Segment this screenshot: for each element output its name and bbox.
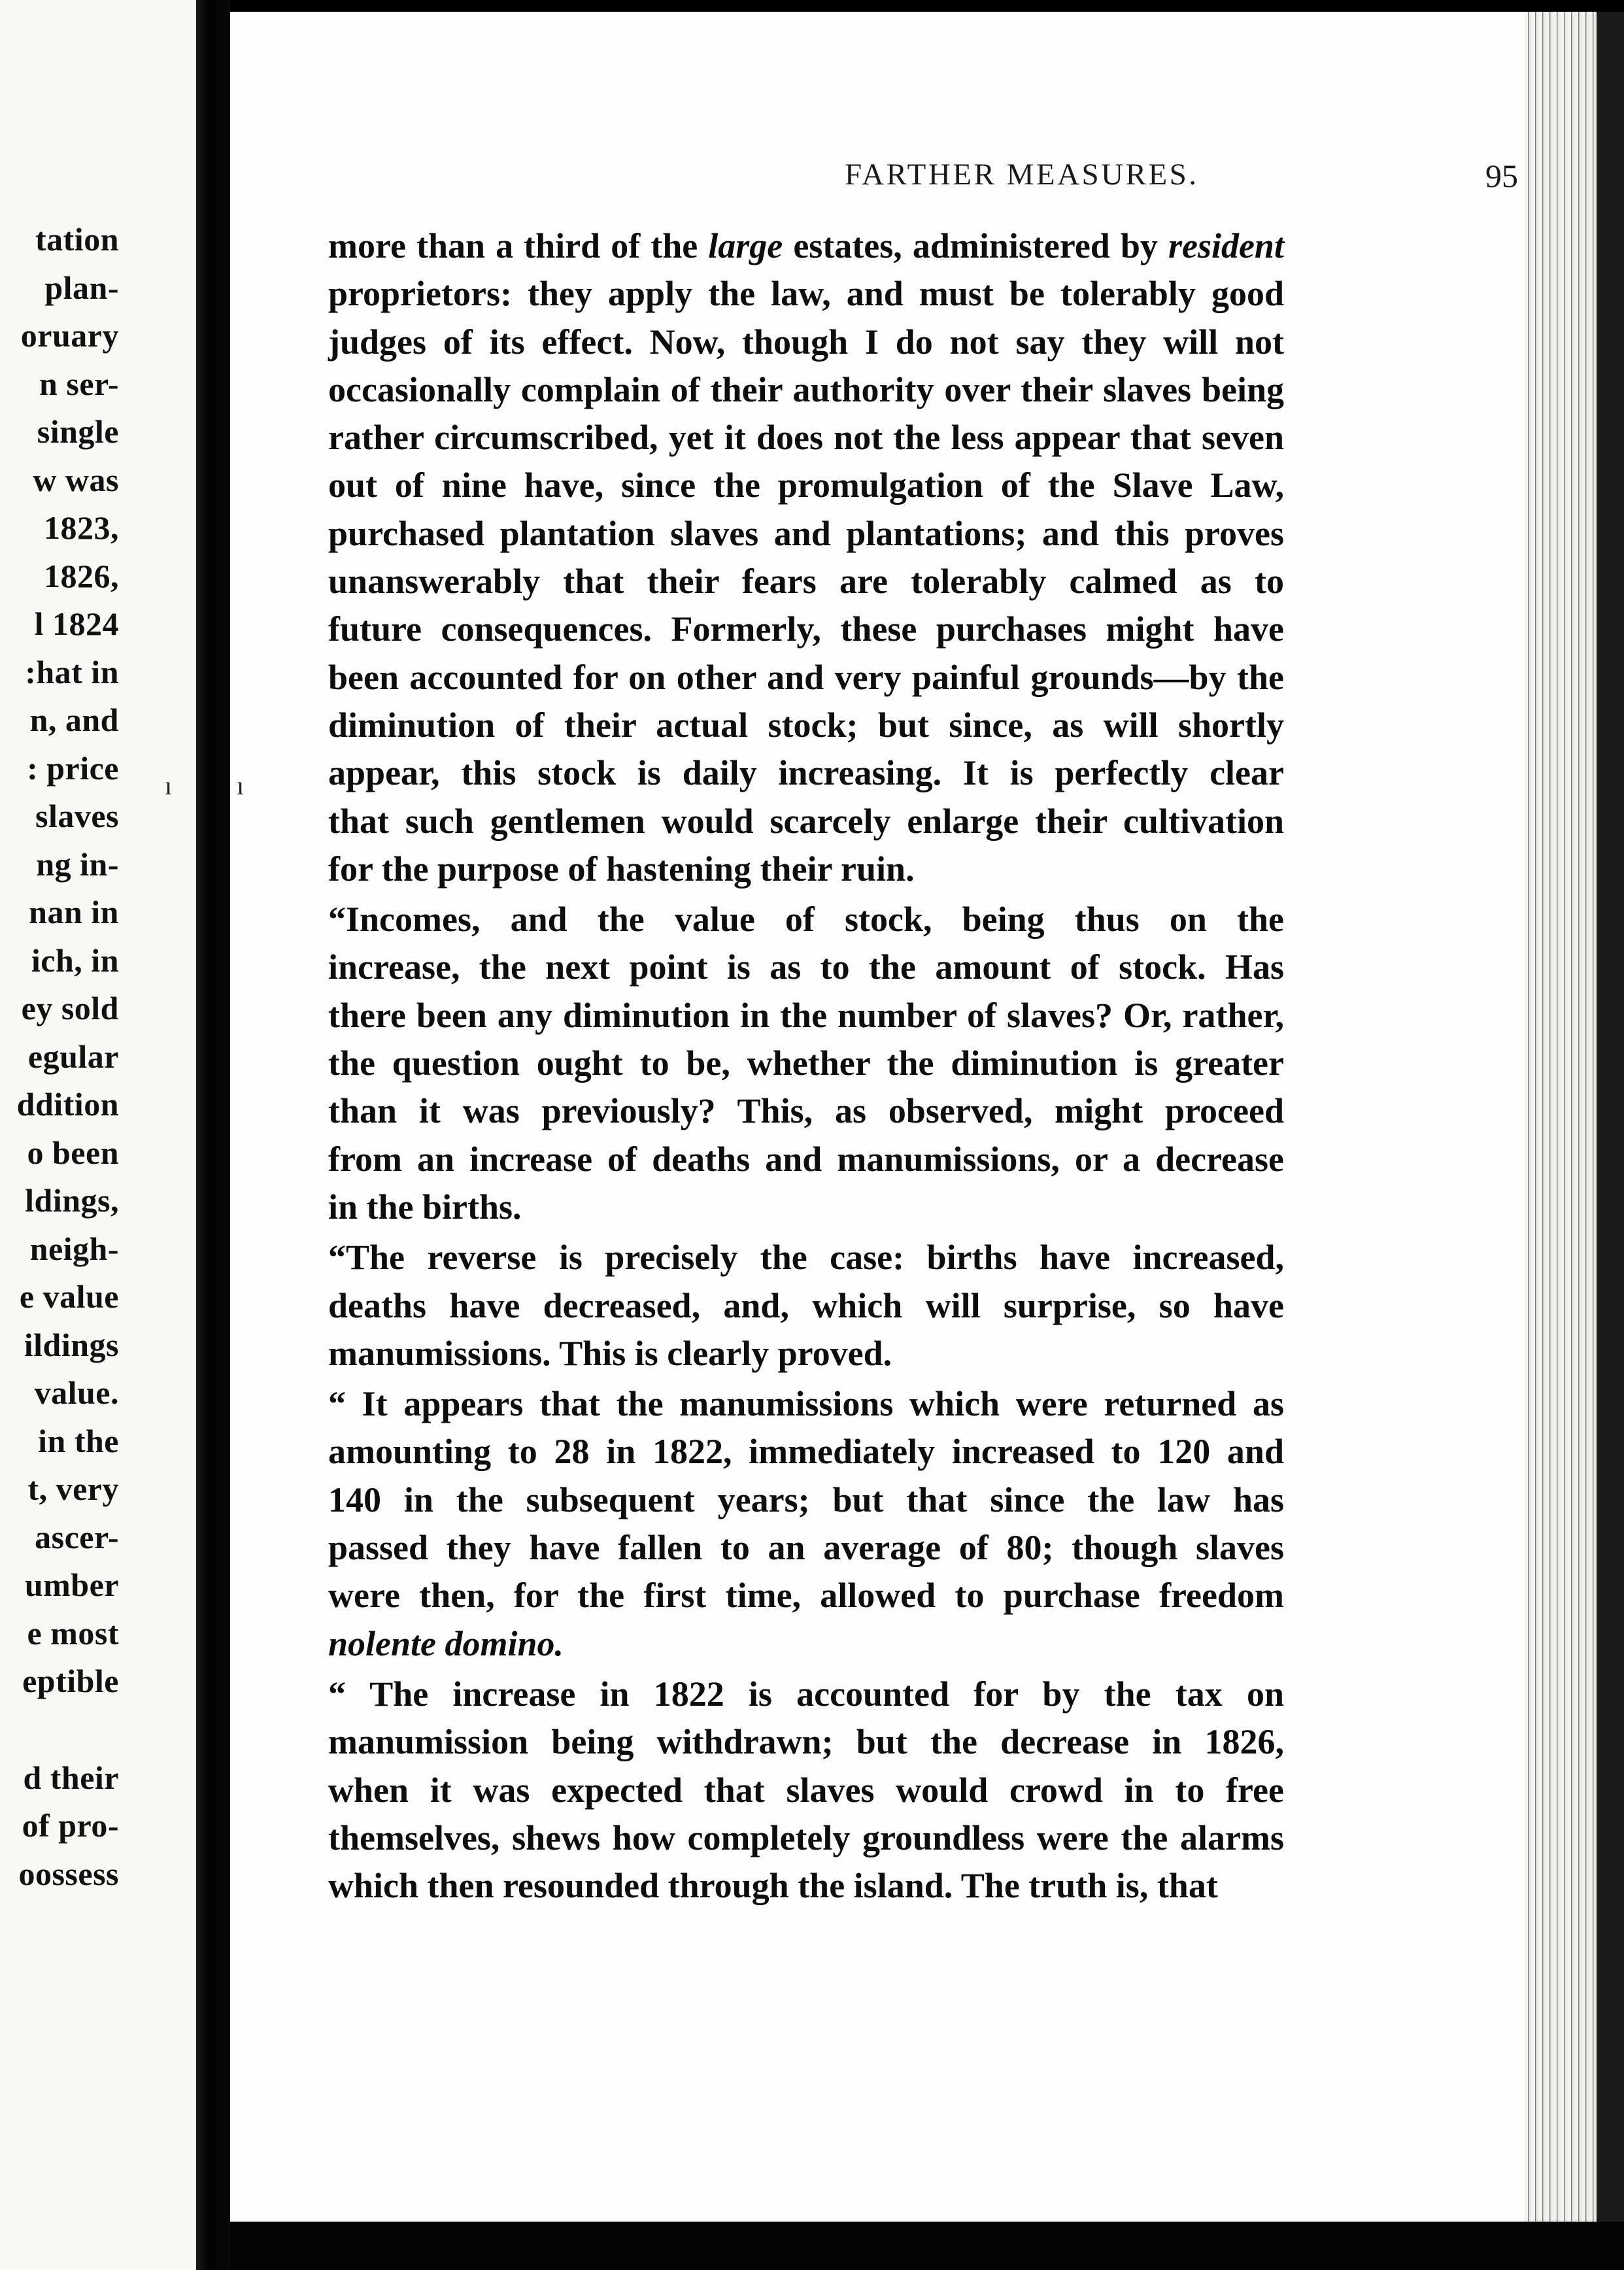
left-page-line: plan- <box>44 269 119 306</box>
left-page-line: of pro- <box>22 1807 119 1844</box>
text-line: nolente domino. <box>328 1623 564 1663</box>
left-page-line: n, and <box>29 702 119 738</box>
text-line: in the births. <box>328 1187 522 1227</box>
text-line: more than a third of the large estates, administered by resident <box>328 226 1284 265</box>
text-line: rather circumscribed, yet it does not the less appear that seven <box>328 418 1284 458</box>
left-page-line: e value <box>19 1278 119 1315</box>
left-page-line: slaves <box>35 798 119 834</box>
text-line: future consequences. Formerly, these purchases might have <box>328 609 1284 649</box>
left-page-line: single <box>37 413 119 450</box>
text-line: than it was previously? This, as observed, might proceed <box>328 1091 1284 1131</box>
text-line: manumissions. This is clearly proved. <box>328 1333 892 1373</box>
text-line: when it was expected that slaves would crowd in to free <box>328 1770 1284 1810</box>
text-line: proprietors: they apply the law, and must be tolerably good <box>328 274 1284 314</box>
left-page-line: d their <box>23 1759 119 1796</box>
text-line: themselves, shews how completely groundless were the alarms <box>328 1818 1284 1857</box>
text-line: occasionally complain of their authority over their slaves being <box>328 369 1284 409</box>
running-head-title: FARTHER MEASURES. <box>845 158 1199 192</box>
running-head <box>335 149 1518 201</box>
text-line: which then resounded through the island. The truth is, that <box>328 1866 1218 1906</box>
text-line: diminution of their actual stock; but since, as will shortly <box>328 705 1284 745</box>
left-page-line: ng in- <box>36 845 119 883</box>
left-page-line: value. <box>34 1374 119 1411</box>
left-facing-page <box>0 0 196 2270</box>
text-line: passed they have fallen to an average of 80; though slaves <box>328 1528 1284 1568</box>
left-page-line <box>17 1706 119 1754</box>
text-line: were then, for the first time, allowed to purchase freedom <box>328 1576 1284 1616</box>
paragraph <box>328 1670 1284 1910</box>
left-page-line: ey sold <box>21 990 119 1026</box>
paragraph <box>328 896 1284 1231</box>
left-page-line: nan in <box>29 894 119 930</box>
left-page-line: 1823, <box>44 509 119 546</box>
paragraph <box>328 1234 1284 1378</box>
left-page-line: :hat in <box>25 653 119 690</box>
left-page-line: oossess <box>18 1855 119 1892</box>
text-line: manumission being withdrawn; but the decrease in 1826, <box>328 1722 1284 1762</box>
text-line: judges of its effect. Now, though I do not say they will not <box>328 322 1284 362</box>
left-page-line: egular <box>27 1038 119 1075</box>
left-page-line: e most <box>27 1614 119 1652</box>
left-page-line: umber <box>24 1567 119 1603</box>
text-line: 140 in the subsequent years; but that since the law has <box>328 1480 1284 1519</box>
left-page-line: neigh- <box>29 1230 119 1267</box>
left-page-line: o been <box>27 1134 119 1171</box>
book-edge <box>1597 12 1624 2222</box>
margin-mark: ı <box>237 771 245 800</box>
left-page-line: ich, in <box>31 941 119 979</box>
left-page-line: ddition <box>16 1086 119 1123</box>
paragraph <box>328 1380 1284 1668</box>
left-page-line: t, very <box>27 1470 119 1507</box>
left-page-line: ascer- <box>35 1518 119 1555</box>
text-line: “The reverse is precisely the case: births have increased, <box>328 1238 1284 1278</box>
text-line: increase, the next point is as to the amount of stock. Has <box>328 947 1284 987</box>
text-line: deaths have decreased, and, which will surprise, so have <box>328 1285 1284 1325</box>
left-page-line: tation <box>35 221 119 258</box>
page-number: 95 <box>1485 158 1518 194</box>
text-line: purchased plantation slaves and plantations; and this proves <box>328 513 1284 553</box>
left-page-line: l 1824 <box>34 605 119 642</box>
left-page-line: : price <box>27 749 119 787</box>
book-page <box>165 12 1525 2222</box>
margin-mark: ı <box>165 771 173 800</box>
text-line: “ The increase in 1822 is accounted for by the tax on <box>328 1674 1284 1714</box>
text-line: from an increase of deaths and manumissions, or a decrease <box>328 1139 1284 1179</box>
book-gutter <box>196 0 230 2270</box>
text-line: out of nine have, since the promulgation of the Slave Law, <box>328 466 1284 505</box>
text-line: amounting to 28 in 1822, immediately increased to 120 and <box>328 1432 1284 1472</box>
text-line: “Incomes, and the value of stock, being thus on the <box>328 900 1284 940</box>
text-line: for the purpose of hastening their ruin. <box>328 849 915 889</box>
text-line: unanswerably that their fears are tolerably calmed as to <box>328 562 1284 601</box>
text-line: that such gentlemen would scarcely enlarge their cultivation <box>328 801 1284 841</box>
left-page-line: w was <box>33 461 119 498</box>
text-line: the question ought to be, whether the diminution is greater <box>328 1043 1284 1083</box>
left-page-text <box>17 216 119 1898</box>
body-text <box>328 222 1284 1910</box>
text-line: been accounted for on other and very painful grounds—by the <box>328 657 1284 697</box>
left-page-line: eptible <box>22 1663 119 1699</box>
left-page-line: 1826, <box>44 557 119 594</box>
left-page-line: oruary <box>20 317 119 354</box>
text-line: “ It appears that the manumissions which were returned as <box>328 1384 1284 1424</box>
text-line: appear, this stock is daily increasing. It is perfectly clear <box>328 753 1284 793</box>
text-line: there been any diminution in the number of slaves? Or, rather, <box>328 995 1284 1035</box>
left-page-line: n ser- <box>39 365 119 402</box>
paragraph <box>328 222 1284 893</box>
page-edges <box>1525 12 1597 2222</box>
left-page-line: ldings, <box>25 1182 119 1219</box>
left-page-line: ildings <box>24 1326 119 1363</box>
bottom-shadow <box>230 2222 1624 2270</box>
left-page-line: in the <box>38 1422 119 1459</box>
